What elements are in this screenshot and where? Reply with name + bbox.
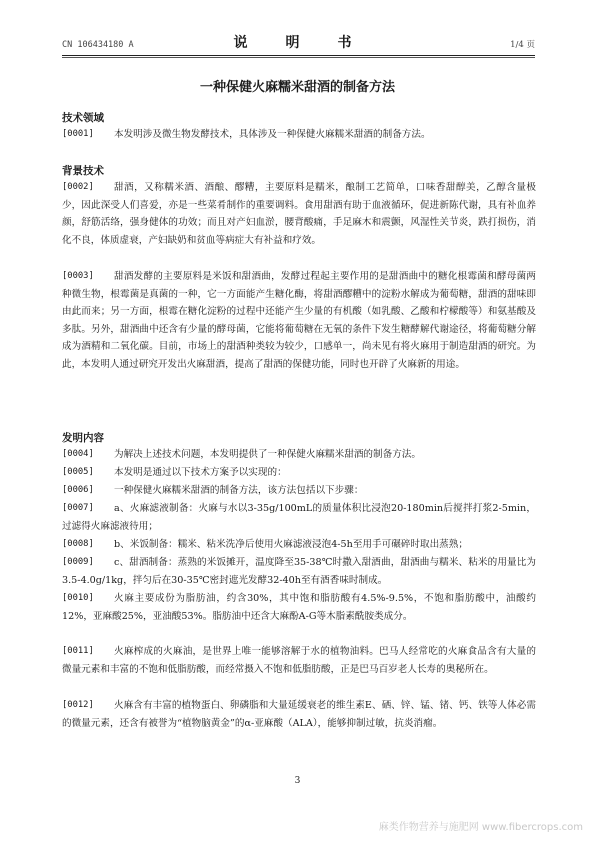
paragraph-text: 火麻榨成的火麻油，是世界上唯一能够溶解于水的植物油料。巴马人经常吃的火麻食品含有大量的微量元素和丰富的不饱和低脂肪酸，而经常摄入不饱和低脂肪酸，正是巴马百岁老人长寿的奥秘所在。 — [62, 646, 536, 675]
paragraph-text: 甜酒发酵的主要原料是米饭和甜酒曲，发酵过程起主要作用的是甜酒曲中的糖化根霉菌和酵母菌两种微生物，根霉菌是真菌的一种，它一方面能产生糖化酶，将甜酒醪糟中的淀粉水解成为葡萄糖，甜酒的甜味即由此而来；另一方面，根霉在糖化淀粉的过程中还能产生少量的有机酸（如乳酸、乙酸和柠檬酸等）和氨基酸及多肽。另外，甜酒曲中还含有少量的酵母菌，它能将葡萄糖在无氧的条件下发生糖酵解代谢途径，将葡萄糖分解成为酒精和二氧化碳。目前，市场上的甜酒种类较为较少，口感单一，尚未见有将火麻用于制造甜酒的研究。为此，本发明人通过研究开发出火麻甜酒，提高了甜酒的保健功能，同时也开辟了火麻新的用途。 — [62, 271, 536, 370]
paragraph-text: 本发明涉及微生物发酵技术，具体涉及一种保健火麻糯米甜酒的制备方法。 — [114, 129, 431, 140]
paragraph — [62, 554, 536, 589]
paragraph-text: 本发明是通过以下技术方案予以实现的： — [114, 467, 287, 478]
paragraph — [62, 536, 536, 554]
page-header — [62, 32, 535, 54]
paragraph — [62, 500, 536, 535]
site-watermark: 麻类作物营养与施肥网 www.fibercrops.com — [378, 822, 583, 833]
paragraph-number: [0009] — [62, 557, 94, 567]
paragraph — [62, 590, 536, 625]
paragraph — [62, 126, 536, 144]
paragraph-text: b、米饭制备：糯米、粘米洗净后使用火麻滤液浸泡4-5h至用手可碾碎时取出蒸熟； — [114, 539, 468, 550]
paragraph-text: 火麻含有丰富的植物蛋白、卵磷脂和大量延缓衰老的维生素E、硒、锌、锰、锗、钙、铁等人体必需的微量元素，还含有被誉为“植物脑黄金”的α-亚麻酸（ALA），能够抑制过敏，抗炎消瘤。 — [62, 700, 536, 729]
page-number: 3 — [294, 776, 301, 786]
document-title: 一种保健火麻糯米甜酒的制备方法 — [199, 80, 395, 95]
section-heading-tech-field: 技术领域 — [62, 112, 104, 124]
paragraph — [62, 697, 536, 732]
paragraph-number: [0008] — [62, 539, 94, 549]
paragraph-number: [0005] — [62, 467, 94, 477]
paragraph-text: 火麻主要成份为脂肪油，约含30%，其中饱和脂肪酸有4.5%-9.5%，不饱和脂肪酸中，油酸约12%，亚麻酸25%，亚油酸53%。脂肪油中还含大麻酚A-G等木脂素酰胺类成分。 — [62, 593, 536, 622]
paragraph-text: c、甜酒制备：蒸熟的米饭摊开，温度降至35-38℃时撒入甜酒曲，甜酒曲与糯米、粘米的用量比为3.5-4.0g/1kg，拌匀后在30-35℃密封遮光发酵32-40h至有酒香味时制成。 — [62, 557, 536, 586]
paragraph-number: [0006] — [62, 485, 94, 495]
paragraph-number: [0007] — [62, 503, 94, 513]
paragraph-number: [0004] — [62, 449, 94, 459]
paragraph — [62, 482, 536, 500]
paragraph — [62, 179, 536, 249]
paragraph-number: [0001] — [62, 129, 94, 139]
paragraph-number: [0012] — [62, 700, 94, 710]
paragraph-text: a、火麻滤液制备：火麻与水以3-35g/100mL的质量体积比浸泡20-180min后搅拌打浆2-5min，过滤得火麻滤液待用； — [62, 503, 536, 532]
paragraph — [62, 464, 536, 482]
paragraph-text: 一种保健火麻糯米甜酒的制备方法，该方法包括以下步骤： — [114, 485, 364, 496]
document-type: 说 明 书 — [233, 35, 364, 51]
header-rule — [62, 55, 535, 56]
paragraph-number: [0011] — [62, 646, 94, 656]
paragraph — [62, 446, 536, 464]
page-info: 1/4 页 — [510, 40, 535, 50]
section-heading-invention: 发明内容 — [62, 432, 104, 444]
publication-number: CN 106434180 A — [62, 40, 134, 50]
paragraph-text: 为解决上述技术问题，本发明提供了一种保健火麻糯米甜酒的制备方法。 — [114, 449, 421, 460]
paragraph-number: [0002] — [62, 182, 94, 192]
paragraph-number: [0010] — [62, 593, 94, 603]
paragraph-number: [0003] — [62, 271, 94, 281]
paragraph — [62, 268, 536, 373]
section-heading-background: 背景技术 — [62, 165, 104, 177]
header-rule-thin — [62, 57, 535, 58]
paragraph-text: 甜酒，又称糯米酒、酒酿、醪糟，主要原料是糯米，酿制工艺简单，口味香甜醇美，乙醇含量极少，因此深受人们喜爱，亦是一些菜肴制作的重要调料。食用甜酒有助于血液循环，促进新陈代谢，具有补血养颜，舒筋活络，强身健体的功效；而且对产妇血淤，腰背酸痛，手足麻木和震颤，风湿性关节炎，跌打损伤，消化不良，体质虚衰，产妇缺奶和贫血等病症大有补益和疗效。 — [62, 182, 536, 246]
paragraph — [62, 643, 536, 678]
